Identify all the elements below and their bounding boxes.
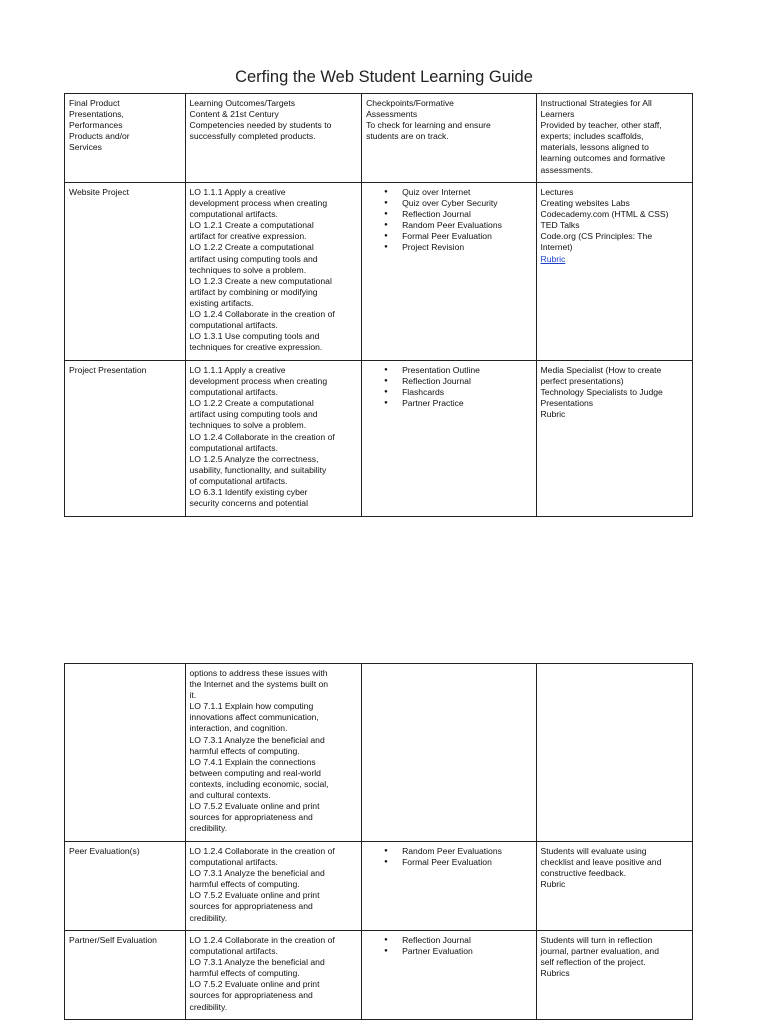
checkpoint-text: Quiz over Cyber Security — [402, 198, 498, 209]
checkpoint-item: ● Random Peer Evaluations — [366, 220, 531, 231]
checkpoint-item: ● Partner Practice — [366, 398, 531, 409]
checkpoints-cell — [362, 664, 536, 842]
learning-guide-table — [64, 93, 693, 517]
strategies-text: Students will evaluate using checklist and leave positive and constructive feedback. Rubric — [540, 846, 662, 890]
learning-guide-table-continued — [64, 663, 693, 1020]
checkpoint-item: ● Reflection Journal — [366, 935, 531, 946]
strategies-cell — [536, 361, 693, 517]
table-row — [65, 931, 693, 1020]
strategies-cell — [536, 664, 693, 842]
checkpoint-item: ● Quiz over Internet — [366, 187, 531, 198]
checkpoint-item — [366, 198, 531, 209]
header-cell — [65, 94, 186, 183]
product-cell — [65, 842, 186, 931]
outcomes-cell — [185, 664, 362, 842]
outcomes-text: options to address these issues with the Internet and the systems built on it. LO 7.1.1 Explain how computing innovations affect communication, interaction, and cognition. LO 7.3.1 Analyze the beneficial and harmful effects of computing. LO 7.4.1 Explain the connections between computing and real-world contexts, including economic, social, and cultural contexts. LO 7.5.2 Evaluate online and print sources for appropriateness and credibility. — [189, 668, 329, 834]
checkpoint-item: ● Presentation Outline — [366, 365, 531, 376]
rubric-link[interactable]: Rubric — [540, 253, 566, 264]
header-row — [65, 94, 693, 183]
outcomes-text: LO 1.1.1 Apply a creative development process when creating computational artifacts. LO 1.2.1 Create a computational artifact for creative expression. LO 1.2.2 Create a computational artifact using computing tools and techniques to solve a problem. LO 1.2.3 Create a new computational artifact by combining or modifying existing artifacts. LO 1.2.4 Collaborate in the creation of computational artifacts. LO 1.3.1 Use computing tools and techniques for creative expression. — [189, 187, 335, 353]
outcomes-cell — [185, 361, 362, 517]
checkpoint-item: ● Flashcards — [366, 387, 531, 398]
checkpoint-item: ● Formal Peer Evaluation — [366, 857, 531, 868]
checkpoint-item: ● Project Revision — [366, 242, 531, 253]
header-cell — [362, 94, 536, 183]
product-cell — [65, 664, 186, 842]
product-cell — [65, 931, 186, 1020]
header-final-product: Final Product Presentations, Performances Products and/or Services — [69, 98, 130, 153]
checkpoints-cell — [362, 931, 536, 1020]
strategies-cell — [536, 931, 693, 1020]
product-cell — [65, 183, 186, 361]
product-name: Peer Evaluation(s) — [69, 846, 140, 856]
outcomes-text: LO 1.2.4 Collaborate in the creation of computational artifacts. LO 7.3.1 Analyze the beneficial and harmful effects of computing. LO 7.5.2 Evaluate online and print sources for appropriateness and credibility. — [189, 846, 335, 923]
header-cell — [536, 94, 693, 183]
strategies-text: Media Specialist (How to create perfect presentations) Technology Specialists to Judge Presentations Rubric — [540, 365, 663, 420]
strategies-text: Lectures Creating websites Labs Codecademy.com (HTML & CSS) TED Talks Code.org (CS Principles: The Internet) — [540, 187, 669, 253]
header-cell — [185, 94, 362, 183]
header-instructional-strategies: Instructional Strategies for All Learners Provided by teacher, other staff, experts; includes scaffolds, materials, lessons aligned to learning outcomes and formative assessments. — [540, 98, 666, 175]
table-row — [65, 664, 693, 842]
product-cell — [65, 361, 186, 517]
checkpoint-item: ● Reflection Journal — [366, 376, 531, 387]
checkpoints-cell — [362, 361, 536, 517]
checkpoints-cell — [362, 842, 536, 931]
product-name: Project Presentation — [69, 365, 147, 375]
page-title: Cerfing the Web Student Learning Guide — [235, 68, 533, 86]
table-row — [65, 842, 693, 931]
table-row — [65, 361, 693, 517]
outcomes-cell — [185, 931, 362, 1020]
outcomes-cell — [185, 183, 362, 361]
checkpoint-item: ● Partner Evaluation — [366, 946, 531, 957]
outcomes-text: LO 1.2.4 Collaborate in the creation of computational artifacts. LO 7.3.1 Analyze the beneficial and harmful effects of computing. LO 7.5.2 Evaluate online and print sources for appropriateness and credibility. — [189, 935, 335, 1012]
checkpoint-item: ● Formal Peer Evaluation — [366, 231, 531, 242]
outcomes-text: LO 1.1.1 Apply a creative development process when creating computational artifacts. LO 1.2.2 Create a computational artifact using computing tools and techniques to solve a problem. LO 1.2.4 Collaborate in the creation of computational artifacts. LO 1.2.5 Analyze the correctness, usability, functionality, and suitability of computational artifacts. LO 6.3.1 Identify existing cyber security concerns and potential — [189, 365, 335, 509]
checkpoint-item: ● Reflection Journal — [366, 209, 531, 220]
strategies-cell — [536, 842, 693, 931]
product-name: Website Project — [69, 187, 130, 197]
checkpoint-item: ● Random Peer Evaluations — [366, 846, 531, 857]
header-learning-outcomes: Learning Outcomes/Targets Content & 21st Century Competencies needed by students to successfully completed products. — [189, 98, 332, 142]
header-checkpoints: Checkpoints/Formative Assessments To check for learning and ensure students are on track. — [366, 98, 491, 142]
strategies-text: Students will turn in reflection journal, partner evaluation, and self reflection of the project. Rubrics — [540, 935, 659, 979]
strategies-cell — [536, 183, 693, 361]
checkpoints-cell — [362, 183, 536, 361]
product-name: Partner/Self Evaluation — [69, 935, 157, 945]
table-row — [65, 183, 693, 361]
outcomes-cell — [185, 842, 362, 931]
